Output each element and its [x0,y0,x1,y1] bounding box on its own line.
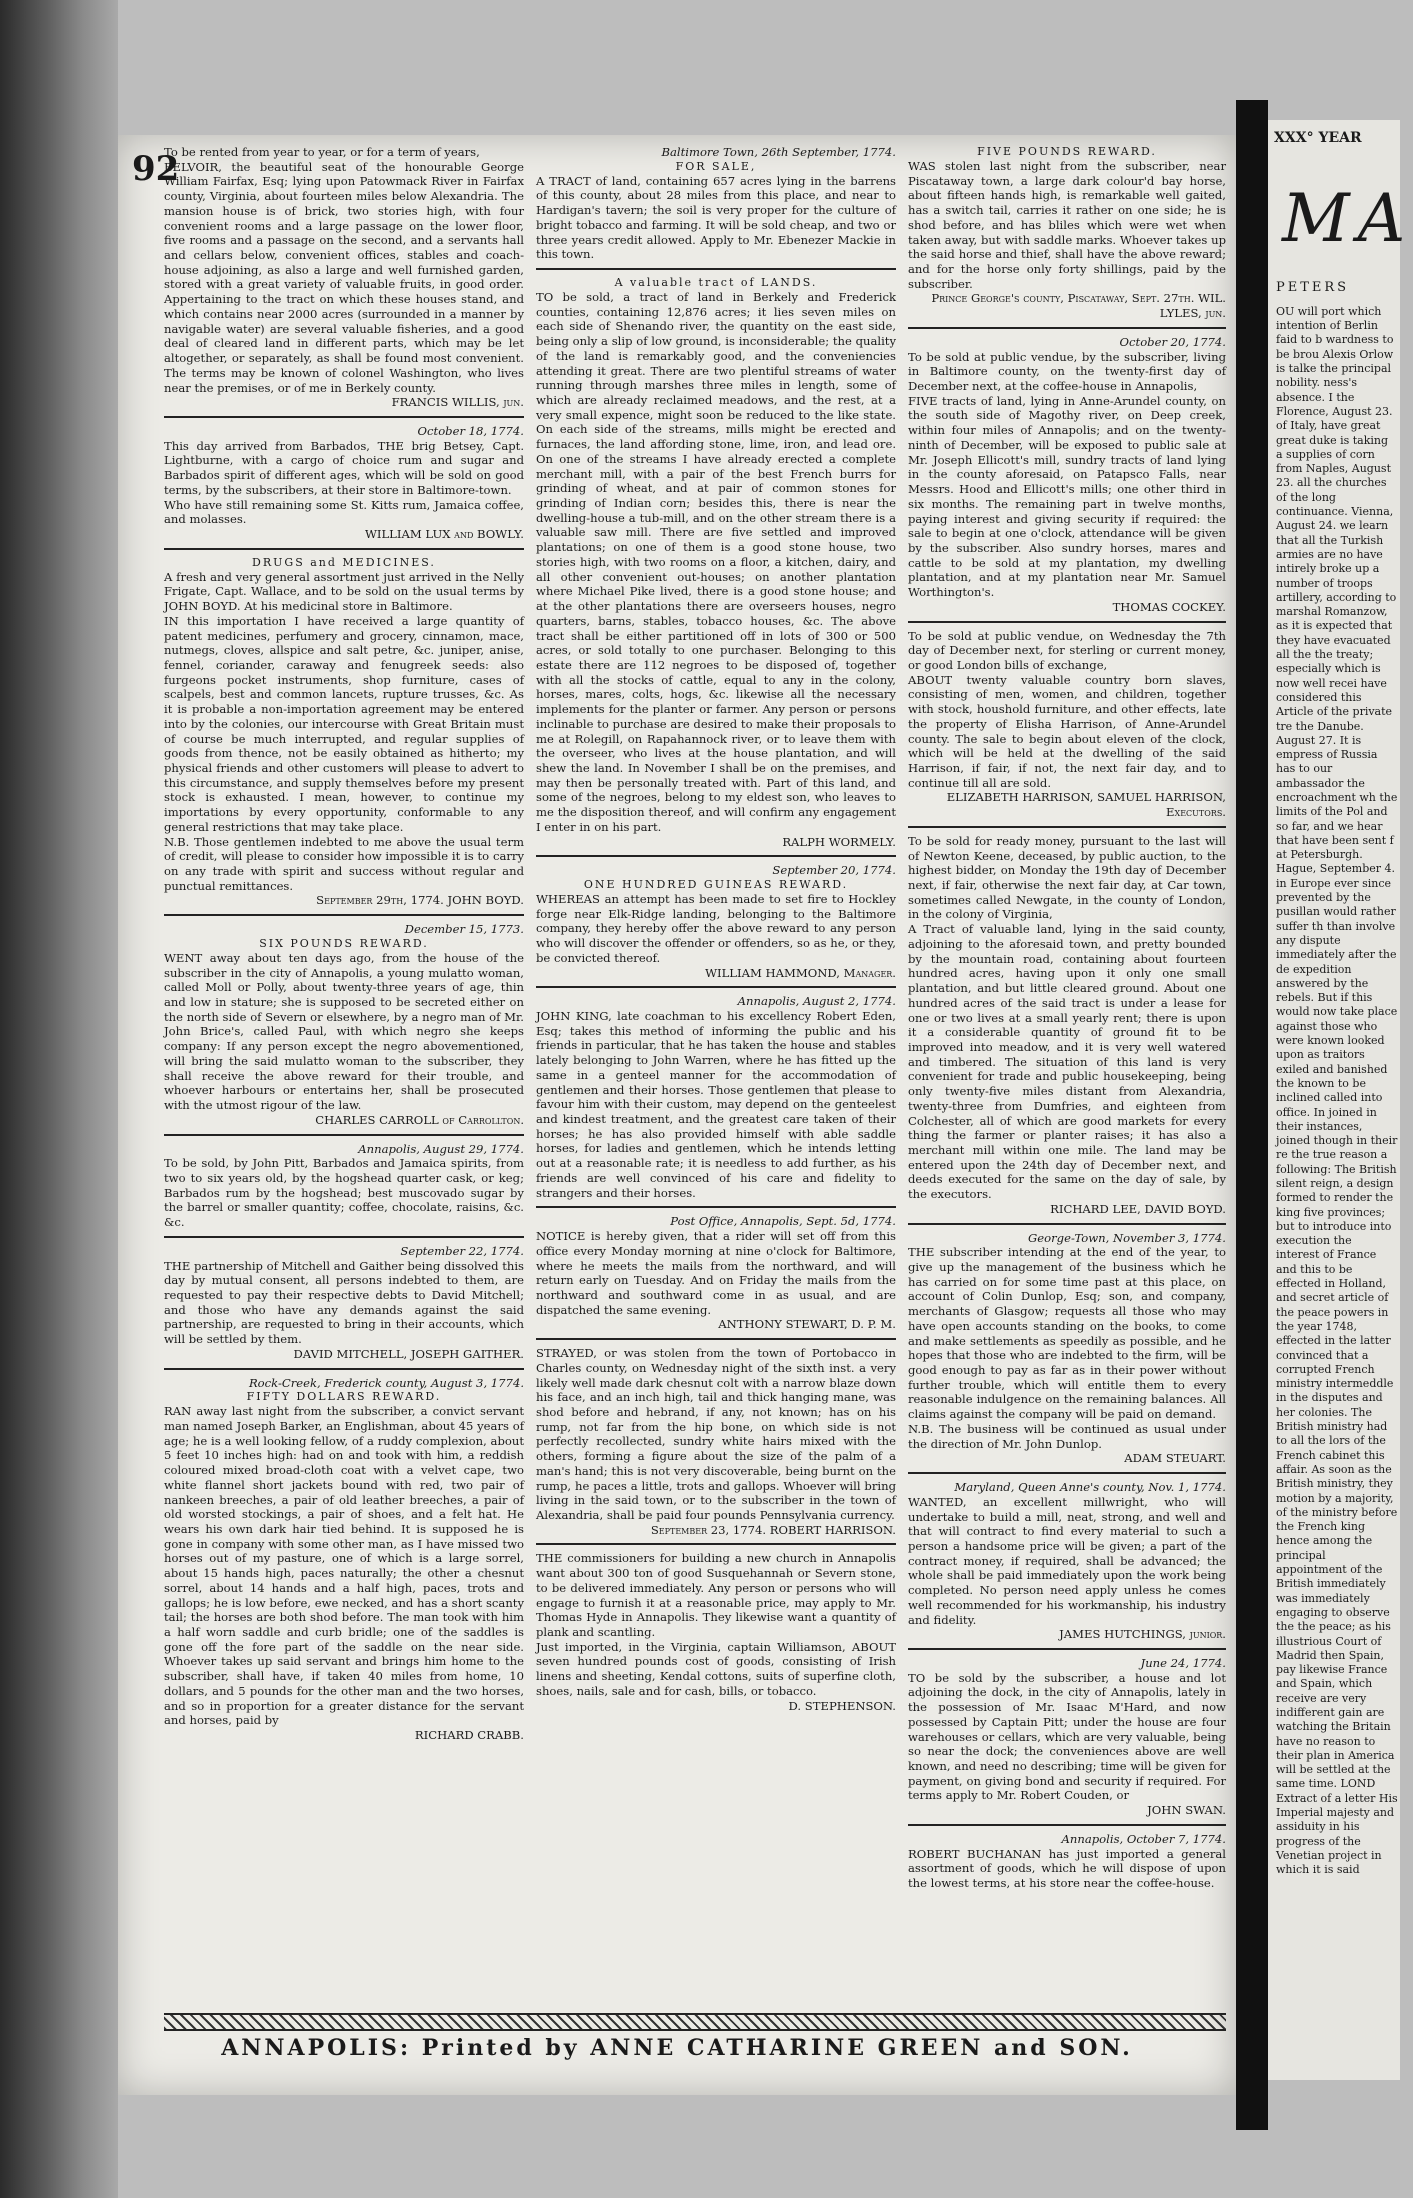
advertisement [536,863,896,980]
ad-paragraph: STRAYED, or was stolen from the town of Portobacco in Charles county, on Wednesday night of the sixth inst. a very likely well made dark chesnut colt with a narrow blaze down his face, and an inch high, tail and thick hanging mane, was shod before and hebrand, if any, not known; has on his rump, not far from the hip bone, on which side is not perfectly recollected, sundry white hairs mixed with the others, forming a figure about the size of the palm of a man's hand; this is not very discoverable, being burnt on the rump, he paces a little, trots and gallops. Whoever will bring living in the said town, or to the subscriber in the town of Alexandria, shall be paid four pounds Pennsylvania currency. [536,1346,896,1522]
ad-paragraph: ROBERT BUCHANAN has just imported a general assortment of goods, which he will dispose of upon the lowest terms, at his store near the coffee-house. [908,1846,1226,1891]
advertisement [164,922,524,1127]
adjacent-page-masthead: MA [1282,180,1413,257]
ad-paragraph: A Tract of valuable land, lying in the said county, adjoining to the aforesaid town, and pretty bounded by the mountain road, containing about fourteen hundred acres, having upon it only one small plantation, and but little cleared ground. About one hundred acres of the said tract is under a lease for one or two lives at a small yearly rent; there is upon it a considerable quantity of ground fit to be improved into meadow, and it is very well watered and timbered. The situation of this land is very convenient for trade and public housekeeping, being only twenty-five miles distant from Alexandria, twenty-three from Dumfries, and eighteen from Colchester, all of which are good markets for every thing the farmer or planter raises; it has also a merchant mill within one mile. The land may be entered upon the 24th day of December next, and deeds executed for the same on the day of sale, by the executors. [908,922,1226,1202]
column-rule [908,1648,1226,1650]
column-rule [908,327,1226,329]
ad-dateline: Post Office, Annapolis, Sept. 5d, 1774. [670,1214,896,1229]
ornamental-rule [164,2013,1226,2031]
column-rule [536,1206,896,1208]
advertisement [536,1551,896,1713]
ad-paragraph: WAS stolen last night from the subscriber, near Piscataway town, a large dark colour'd bay horse, about fifteen hands high, is remarkable well gaited, has a switch tail, carries it rather on one side; he is shod before, and has bliles which were wet when taken away, but with saddle marks. Whoever takes up the said horse and thief, shall have the above reward; and for the horse only forty shillings, paid by the subscriber. [908,158,1226,291]
column-rule [536,1543,896,1545]
book-binding [0,0,118,2198]
ad-paragraph: A fresh and very general assortment just arrived in the Nelly Frigate, Capt. Wallace, and to be sold on the usual terms by JOHN BOYD. At his medicinal store in Baltimore. [164,569,524,614]
column-rule [164,914,524,916]
ad-signature: ELIZABETH HARRISON, SAMUEL HARRISON, Executors. [946,790,1226,820]
advertisement [536,145,896,262]
ad-dateline: December 15, 1773. [404,922,524,937]
ad-paragraph: RAN away last night from the subscriber, a convict servant man named Joseph Barker, an Englishman, about 45 years of age; he is a well looking fellow, of a ruddy complexion, about 5 feet 10 inches high: had on and took with him, a reddish coloured mixed broad-cloth coat with a velvet cape, two white flannel short jackets bound with red, two pair of nankeen breeches, a pair of old leather breeches, a pair of old worsted stockings, a pair of shoes, and a felt hat. He wears his own dark hair tied behind. It is supposed he is gone in company with some other man, as I have missed two horses out of my pasture, one of which is a large sorrel, about 15 hands high, paces naturally; the other a chesnut sorrel, about 14 hands and a half high, paces, trots and gallops; he is low before, ewe necked, and has a short scanty tail; the horses are both shod before. The man took with him a half worn saddle and curb bridle; one of the saddles is gone off the fore part of the saddle on the near side. Whoever takes up said servant and brings him home to the subscriber, shall have, if taken 40 miles from home, 10 dollars, and 5 pounds for the other man and the two horses, and so in proportion for a greater distance for the servant and horses, paid by [164,1404,524,1728]
ad-paragraph: Just imported, in the Virginia, captain Williamson, ABOUT seven hundred pounds cost of goods, consisting of Irish linens and sheeting, Kendal cottons, suits of superfine cloth, shoes, nails, sale and for cash, bills, or tobacco. [536,1639,896,1698]
ad-paragraph: This day arrived from Barbados, THE brig Betsey, Capt. Lightburne, with a cargo of choice rum and sugar and Barbados spirit of different ages, which will be sold on good terms, by the subscribers, at their store in Baltimore-town. [164,438,524,497]
ad-signature: CHARLES CARROLL of Carrollton. [315,1112,524,1127]
advertisement [536,1214,896,1332]
adjacent-page [1268,120,1413,2080]
advertisement [908,145,1226,321]
ad-heading: FOR SALE, [675,159,757,173]
advertisement [164,424,524,542]
column-3 [908,145,1226,1897]
ad-paragraph: WHEREAS an attempt has been made to set fire to Hockley forge near Elk-Ridge landing, belonging to the Baltimore company, they hereby offer the above reward to any person who will discover the offender or offenders, so as he, or they, be convicted thereof. [536,891,896,965]
advertisement [536,994,896,1200]
ad-heading: A valuable tract of LANDS. [614,276,818,289]
ad-signature: FRANCIS WILLIS, jun. [391,395,524,410]
advertisement [164,1244,524,1362]
advertisement [908,1480,1226,1642]
ad-dateline: George-Town, November 3, 1774. [1028,1230,1226,1245]
advertisement [164,556,524,909]
ad-signature: DAVID MITCHELL, JOSEPH GAITHER. [293,1346,524,1361]
ad-paragraph: WANTED, an excellent millwright, who will undertake to build a mill, neat, strong, and well and that will contract to find every material to such a person a handsome price will be given; a part of the contract money, if required, shall be advanced; the whole shall be paid immediately upon the work being completed. No person need apply unless he comes well recommended for his workmanship, his industry and fidelity. [908,1494,1226,1627]
ad-dateline: October 20, 1774. [1119,334,1226,349]
ad-paragraph: To be sold at public vendue, on Wednesday the 7th day of December next, for sterling or current money, or good London bills of exchange, [908,628,1226,672]
ad-dateline: September 22, 1774. [400,1243,524,1258]
column-rule [536,855,896,857]
ad-dateline: October 18, 1774. [417,423,524,438]
advertisement [908,1656,1226,1818]
ad-paragraph: To be sold for ready money, pursuant to the last will of Newton Keene, deceased, by public auction, to the highest bidder, on Monday the 19th day of December next, if fair, otherwise the next fair day, at Car town, sometimes called Newgate, in the county of London, in the colony of Virginia, [908,833,1226,922]
ad-signature: JOHN SWAN. [1147,1803,1226,1818]
advertisement [908,1231,1226,1467]
column-rule [164,1134,524,1136]
ad-signature: WILLIAM HAMMOND, Manager. [705,965,896,980]
ad-signature: September 29th, 1774. JOHN BOYD. [316,893,524,908]
advertisement [164,1376,524,1743]
ad-paragraph: NOTICE is hereby given, that a rider will set off from this office every Monday morning at nine o'clock for Baltimore, where he meets the mails from the northward, and will return early on Tuesday. And on Friday the mails from the northward and southward come in as usual, and are dispatched the same evening. [536,1229,896,1317]
ad-paragraph: To be sold, by John Pitt, Barbados and Jamaica spirits, from two to six years old, by the hogshead quarter cask, or keg; Barbados rum by the hogshead; best muscovado sugar by the barrel or smaller quantity; coffee, chocolate, raisins, &c. &c. [164,1156,524,1230]
ad-signature: D. STEPHENSON. [788,1698,896,1713]
ad-signature: Prince George's county, Piscataway, Sept. 27th. WIL. LYLES, jun. [931,291,1226,321]
adjacent-page-body: OU will port which intention of Berlin faid to b wardness to be brou Alexis Orlow is talke the principal nobility. ness's absence. I the Florence, August 23. of Italy, have great great duke is taking a supplies of corn from Naples, August 23. all the churches of the long continuance. Vienna, August 24. we learn that all the Turkish armies are no have intirely broke up a number of troops artillery, according to marshal Romanzow, as it is expected that they have evacuated all the the treaty; especially which is now well recei have considered this Article of the private tre the Danube. August 27. It is empress of Russia has to our ambassador the encroachment wh the limits of the Pol and so far, and we hear that have been sent f at Petersburgh. Hague, September 4. in Europe ever since prevented by the pusillan would rather suffer th than involve any dispute immediately after the de expedition answered by the rebels. But if this would now take place against those who were known looked upon as traitors exiled and banished the known to be inclined called into office. In joined in their instances, joined though in their re the true reason a following: The British silent reign, a design formed to render the king five provinces; but to introduce into execution the interest of France and this to be effected in Holland, and secret article of the peace powers in the year 1748, effected in the latter convinced that a corrupted French ministry intermeddle in the disputes and her colonies. The British ministry had to all the lors of the French cabinet this affair. As soon as the British ministry, they motion by a majority, of the ministry before the French king hence among the principal appointment of the British immediately was immediately engaging to observe the the peace; as his illustrious Court of Madrid then Spain, pay likewise France and Spain, which receive are very indifferent gain are watching the Britain have no reason to their plan in America will be settled at the same time. LOND Extract of a letter His Imperial majesty and assiduity in his progress of the Venetian project in which it is said [1276,304,1398,1877]
column-rule [908,1824,1226,1826]
ad-dateline: Annapolis, August 29, 1774. [358,1141,524,1156]
column-1 [164,145,524,1749]
column-rule [536,1338,896,1340]
ad-paragraph: To be rented from year to year, or for a term of years, [164,145,480,159]
ad-paragraph: ABOUT twenty valuable country born slaves, consisting of men, women, and children, together with stock, houshold furniture, and other effects, late the property of Elisha Harrison, of Anne-Arundel county. The sale to begin about eleven of the clock, which will be held at the dwelling of the said Harrison, if fair, if not, the next fair day, and to continue till all are sold. [908,672,1226,790]
ad-signature: JAMES HUTCHINGS, junior. [1059,1627,1226,1642]
advertisement [164,1142,524,1230]
ad-signature: ANTHONY STEWART, D. P. M. [718,1317,896,1332]
ad-paragraph: THE commissioners for building a new church in Annapolis want about 300 ton of good Susquehannah or Severn stone, to be delivered immediately. Any person or persons who will engage to furnish it at a reasonable price, may apply to Mr. Thomas Hyde in Annapolis. They likewise want a quantity of plank and scantling. [536,1551,896,1640]
newspaper-page [118,135,1236,2095]
ad-dateline: Annapolis, August 2, 1774. [737,994,896,1009]
ad-dateline: Annapolis, October 7, 1774. [1061,1831,1226,1846]
ad-paragraph: N.B. The business will be continued as usual under the direction of Mr. John Dunlop. [908,1421,1226,1451]
imprint: ANNAPOLIS: Printed by ANNE CATHARINE GREEN and SON. [221,2035,1133,2061]
ad-paragraph: A TRACT of land, containing 657 acres lying in the barrens of this county, about 28 miles from this place, and near to Hardigan's tavern; the soil is very proper for the culture of bright tobacco and farming. It will be sold cheap, and two or three years credit allowed. Apply to Mr. Ebenezer Mackie in this town. [536,173,896,262]
column-rule [908,621,1226,623]
ad-heading: FIVE POUNDS REWARD. [977,145,1157,158]
ad-signature: RICHARD CRABB. [414,1728,524,1743]
column-rule [908,826,1226,828]
ad-dateline: June 24, 1774. [1140,1655,1226,1670]
ad-paragraph: JOHN KING, late coachman to his excellency Robert Eden, Esq; takes this method of informing the public and his friends in particular, that he has taken the house and stables lately belonging to John Warren, where he has fitted up the same in a genteel manner for the accommodation of gentlemen and their horses. Those gentlemen that please to favour him with their custom, may depend on the genteelest and kindest treatment, and the greatest care taken of their horses; he has also provided himself with able saddle horses, for ladies and gentlemen, which he intends letting out at a reasonable rate; it is needless to add further, as his friends are well convinced of his care and fidelity to strangers and their horses. [536,1009,896,1200]
ad-dateline: Rock-Creek, Frederick county, August 3, 1774. [248,1375,524,1390]
column-rule [536,986,896,988]
adjacent-page-text [1276,280,1398,1878]
ad-heading: FIFTY DOLLARS REWARD. [246,1390,442,1404]
ad-heading: DRUGS and MEDICINES. [252,555,436,569]
adjacent-page-header: XXX° YEAR [1274,130,1362,146]
ad-heading: SIX POUNDS REWARD. [259,936,429,950]
page-number: 92 [132,149,180,189]
column-rule [908,1223,1226,1225]
ad-paragraph: IN this importation I have received a large quantity of patent medicines, perfumery and grocery, cinnamon, mace, nutmegs, cloves, allspice and salt petre, &c. juniper, anise, fennel, coriander, caraway and fenugreek seeds: also furgeons pocket instruments, shop furniture, cases of scalpels, best and common lancets, rupture trusses, &c. As it is probable a non-importation agreement may be entered into by the colonies, our intercourse with Great Britain must of course be much interrupted, and regular supplies of goods from thence, not be easily obtained as hitherto; my physical friends and other customers will please to advert to this circumstance, and supply themselves before my present stock is exhausted. I mean, however, to continue my importations by every opportunity, conformable to any general restrictions that may take place. [164,613,524,834]
ad-dateline: Maryland, Queen Anne's county, Nov. 1, 1774. [954,1480,1226,1495]
advertisement [908,629,1226,820]
advertisement [908,1832,1226,1891]
page-gutter [1236,100,1268,2130]
column-rule [908,1472,1226,1474]
adjacent-page-place: PETERS [1276,280,1350,295]
column-rule [164,1236,524,1238]
ad-paragraph: BELVOIR, the beautiful seat of the honourable George William Fairfax, Esq; lying upon Patowmack River in Fairfax county, Virginia, about fourteen miles below Alexandria. The mansion house is of brick, two stories high, with four convenient rooms and a large passage on the lower floor, five rooms and a passage on the second, and a servants hall and cellars below, convenient offices, stables and coach-house adjoining, as also a large and well furnished garden, stored with a great variety of valuable fruits, in good order. Appertaining to the tract on which these houses stand, and which contains near 2000 acres (surrounded in a manner by navigable water) are several valuable fisheries, and a good deal of cleared land in different parts, which may be let altogether, or separately, as shall be found most convenient. The terms may be known of colonel Washington, who lives near the premises, or of me in Berkely county. [164,159,524,395]
ad-signature: WILLIAM LUX and BOWLY. [364,526,524,541]
advertisement [536,276,896,849]
ad-paragraph: To be sold at public vendue, by the subscriber, living in Baltimore county, on the twenty-first day of December next, at the coffee-house in Annapolis, [908,349,1226,394]
ad-signature: RALPH WORMELY. [782,834,896,849]
ad-paragraph: WENT away about ten days ago, from the house of the subscriber in the city of Annapolis, a young mulatto woman, called Moll or Polly, about twenty-three years of age, thin and low in stature; she is supposed to be secreted either on the north side of Severn or elsewhere, by a negro man of Mr. John Brice's, called Paul, with which negro she keeps company: If any person except the negro abovementioned, will bring the said mulatto woman to the subscriber, they shall receive the above reward for their trouble, and whoever harbours or entertains her, shall be prosecuted with the utmost rigour of the law. [164,950,524,1113]
ad-dateline: September 20, 1774. [772,863,896,878]
ad-paragraph: FIVE tracts of land, lying in Anne-Arundel county, on the south side of Magothy river, on Deep creek, within four miles of Annapolis; and on the twenty-ninth of December, will be exposed to public sale at Mr. Joseph Ellicott's mill, sundry tracts of land lying in the county aforesaid, on Patapsco Falls, near Messrs. Hood and Ellicott's mills; one other third in six months. The remaining part in twelve months, paying interest and giving security if required: the sale to begin at one o'clock, attendance will be given by the subscriber. Also sundry horses, mares and cattle to be sold at my plantation, my dwelling plantation, and at my plantation near Mr. Samuel Worthington's. [908,393,1226,600]
column-rule [536,268,896,270]
advertisement [908,335,1226,615]
advertisement [908,834,1226,1217]
column-rule [164,548,524,550]
ad-signature: ADAM STEUART. [1124,1451,1226,1466]
ad-paragraph: Who have still remaining some St. Kitts rum, Jamaica coffee, and molasses. [164,497,524,527]
ad-signature: THOMAS COCKEY. [1112,599,1226,614]
ad-paragraph: N.B. Those gentlemen indebted to me above the usual term of credit, will please to consider how impossible it is to carry on any trade with spirit and success without regular and punctual remittances. [164,834,524,893]
ad-heading: ONE HUNDRED GUINEAS REWARD. [583,878,849,891]
ad-paragraph: TO be sold, a tract of land in Berkely and Frederick counties, containing 12,876 acres; it lies seven miles on each side of Shenando river, the quantity on the east side, being only a slip of low ground, is inconsiderable; the quality of the land is remarkably good, and the conveniencies attending it great. There are two plentiful streams of water running through marshes three miles in length, some of which are already reclaimed meadows, and the rest, at a very small expence, might soon be reduced to the like state. On each side of the streams, mills might be erected and furnaces, the land affording stone, lime, iron, and lead ore. On one of the streams I have already erected a complete merchant mill, with a pair of the best French burrs for grinding of wheat, and at pair of common stones for grinding of Indian corn; besides this, there is near the dwelling-house a tub-mill, and on the other stream there is a valuable saw mill. There are five settled and improved plantations; on one of them is a good stone house, two stories high, with two rooms on a floor, a kitchen, dairy, and all other convenient out-houses; on another plantation where Michael Pike lived, there is a good stone house; and at the other plantations there are overseers houses, negro quarters, barns, stables, tobacco houses, &c. The above tract shall be either partitioned off in lots of 300 or 500 acres, or sold totally to one purchaser. Belonging to this estate there are 112 negroes to be disposed of, together with all the stocks of cattle, equal to any in the colony, horses, mares, colts, hogs, &c. likewise all the necessary implements for the planter or farmer. Any person or persons inclinable to purchase are desired to make their proposals to me at Rolegill, on Rapahannock river, or to leave them with the overseer, who lives at the house plantation, and will shew the land. In November I shall be on the premises, and may then be personally treated with. Part of this land, and some of the negroes, belong to my eldest son, who leaves to me the disposition thereof, and will confirm any engagement I enter in on his part. [536,289,896,834]
ad-paragraph: THE partnership of Mitchell and Gaither being dissolved this day by mutual consent, all persons indebted to them, are requested to pay their respective debts to David Mitchell; and those who have any demands against the said partnership, are requested to bring in their accounts, which will be settled by them. [164,1258,524,1347]
column-rule [164,416,524,418]
ad-signature: September 23, 1774. ROBERT HARRISON. [650,1522,896,1537]
advertisement [536,1346,896,1537]
ad-signature: RICHARD LEE, DAVID BOYD. [1050,1201,1226,1216]
ad-paragraph: TO be sold by the subscriber, a house and lot adjoining the dock, in the city of Annapolis, lately in the possession of Mr. Isaac M'Hard, and now possessed by Captain Pitt; under the house are four warehouses or cellars, which are very valuable, being so near the dock; the conveniences above are well known, and need no describing; time will be given for payment, on giving bond and security if required. For terms apply to Mr. Robert Couden, or [908,1670,1226,1803]
advertisement [164,145,524,410]
column-2 [536,145,896,1719]
ad-paragraph: THE subscriber intending at the end of the year, to give up the management of the business which he has carried on for some time past at this place, on account of Colin Dunlop, Esq; son, and company, merchants of Glasgow; requests all those who may have open accounts standing on the books, to come and make settlements as speedily as possible, and he hopes that those who are indebted to the firm, will be good enough to pay as far as in their power without further trouble, which will entitle them to every reasonable indulgence on the remaining balances. All claims against the company will be paid on demand. [908,1245,1226,1422]
ad-dateline: Baltimore Town, 26th September, 1774. [661,145,896,159]
column-rule [164,1368,524,1370]
